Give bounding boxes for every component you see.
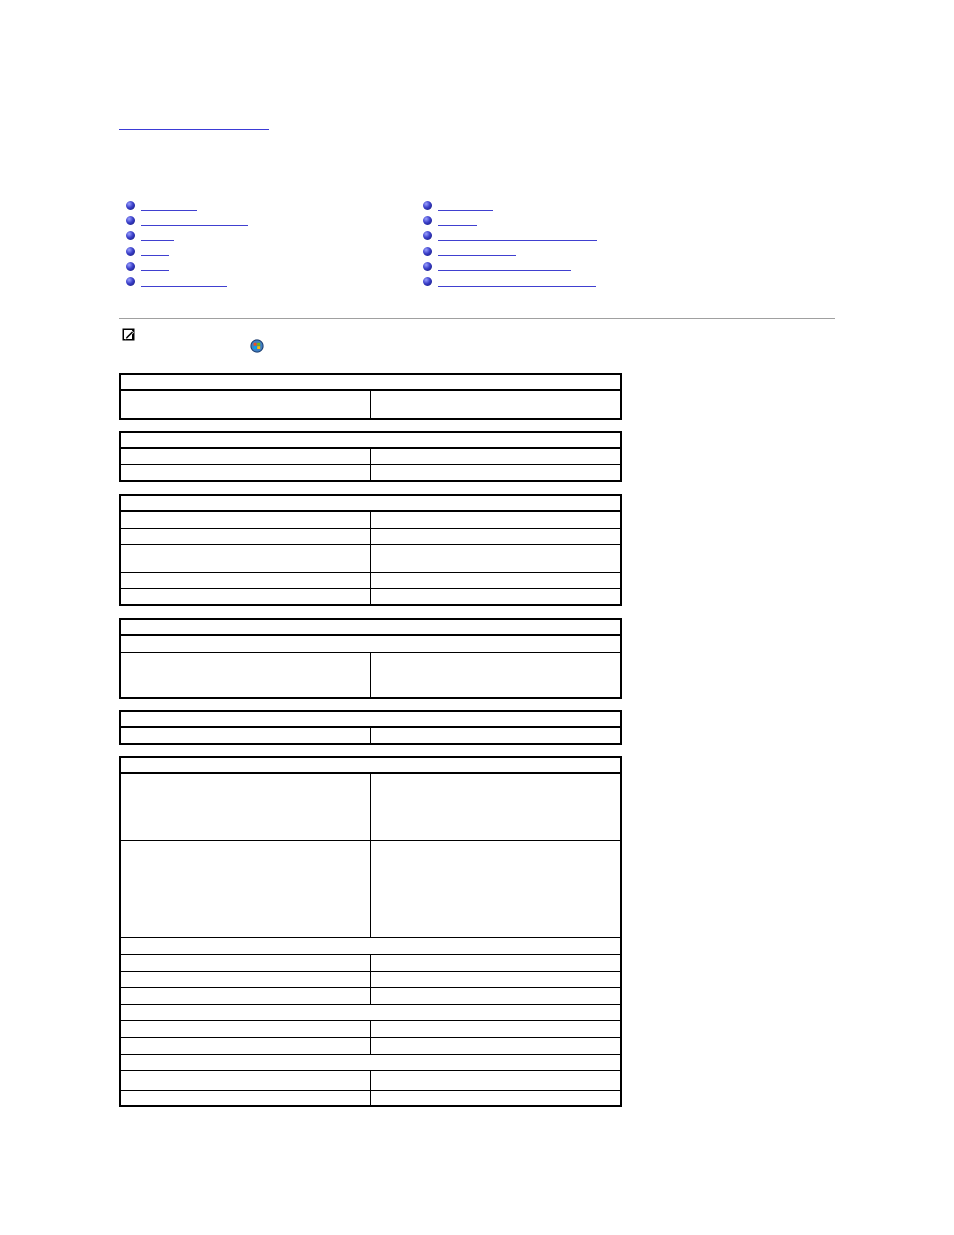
nav-column-right: [423, 198, 597, 289]
table-cell: [120, 1090, 370, 1106]
table-cell: [370, 1020, 621, 1037]
nav-link[interactable]: [438, 201, 493, 211]
table-row: [120, 572, 621, 588]
nav-item: [126, 259, 248, 274]
table-row: [120, 528, 621, 544]
nav-item: [126, 213, 248, 228]
nav-item: [423, 244, 597, 259]
table-cell: [120, 840, 370, 937]
spec-table-3: [119, 494, 622, 606]
bullet-icon: [126, 216, 135, 225]
bullet-icon: [423, 277, 432, 286]
spec-table-4: [119, 618, 622, 699]
table-row: [120, 1090, 621, 1106]
table-cell: [370, 971, 621, 987]
table-cell: [370, 652, 621, 698]
bullet-icon: [423, 216, 432, 225]
nav-column-left: [126, 198, 248, 289]
table-cell: [120, 1070, 370, 1090]
nav-item: [126, 228, 248, 243]
table-row: [120, 544, 621, 572]
nav-link[interactable]: [141, 216, 248, 226]
nav-item: [423, 198, 597, 213]
nav-item: [126, 274, 248, 289]
spec-table-2: [119, 431, 622, 482]
table-cell: [120, 572, 370, 588]
table-row: [120, 588, 621, 605]
table-cell: [370, 572, 621, 588]
table-cell: [120, 511, 370, 528]
table-cell: [370, 954, 621, 971]
bullet-icon: [126, 201, 135, 210]
nav-item: [423, 274, 597, 289]
bullet-icon: [423, 201, 432, 210]
table-subheading: [120, 1004, 621, 1020]
table-cell: [120, 727, 370, 744]
bullet-icon: [126, 247, 135, 256]
table-cell: [120, 954, 370, 971]
bullet-icon: [126, 231, 135, 240]
table-cell: [370, 987, 621, 1004]
nav-item: [126, 198, 248, 213]
table-row: [120, 971, 621, 987]
table-cell: [370, 544, 621, 572]
table-cell: [370, 840, 621, 937]
nav-item: [423, 213, 597, 228]
table-row: [120, 464, 621, 481]
table-row: [120, 773, 621, 840]
table-subtitle: [120, 635, 621, 652]
nav-link[interactable]: [438, 261, 571, 271]
table-row: [120, 1037, 621, 1054]
table-cell: [370, 588, 621, 605]
pencil-note-icon: [122, 328, 135, 341]
table-cell: [370, 511, 621, 528]
nav-link[interactable]: [141, 231, 174, 241]
nav-link[interactable]: [141, 246, 169, 256]
table-row: [120, 652, 621, 698]
table-cell: [120, 773, 370, 840]
spec-table-6: [119, 756, 622, 1107]
table-cell: [370, 448, 621, 464]
table-cell: [370, 528, 621, 544]
table-cell: [120, 528, 370, 544]
nav-link[interactable]: [141, 277, 227, 287]
back-to-contents-link[interactable]: [119, 116, 269, 130]
table-row: [120, 840, 621, 937]
table-cell: [370, 1090, 621, 1106]
table-cell: [120, 448, 370, 464]
table-row: [120, 727, 621, 744]
bullet-icon: [423, 247, 432, 256]
table-title: [120, 711, 621, 727]
table-cell: [120, 390, 370, 419]
table-row: [120, 1020, 621, 1037]
nav-link[interactable]: [141, 201, 197, 211]
table-subheading: [120, 1054, 621, 1070]
table-title: [120, 495, 621, 511]
nav-link[interactable]: [438, 246, 516, 256]
table-row: [120, 987, 621, 1004]
table-row: [120, 448, 621, 464]
table-subheading: [120, 937, 621, 954]
spec-table-5: [119, 710, 622, 745]
table-cell: [370, 1070, 621, 1090]
table-cell: [120, 971, 370, 987]
table-title: [120, 619, 621, 635]
nav-item: [423, 259, 597, 274]
table-cell: [370, 727, 621, 744]
table-cell: [370, 390, 621, 419]
table-cell: [120, 544, 370, 572]
table-row: [120, 1070, 621, 1090]
table-cell: [370, 773, 621, 840]
table-cell: [120, 588, 370, 605]
windows-start-icon: [250, 339, 264, 353]
nav-item: [423, 228, 597, 243]
table-title: [120, 757, 621, 773]
table-row: [120, 390, 621, 419]
nav-item: [126, 244, 248, 259]
table-cell: [120, 652, 370, 698]
table-cell: [120, 987, 370, 1004]
nav-link[interactable]: [438, 216, 477, 226]
bullet-icon: [126, 262, 135, 271]
nav-link[interactable]: [438, 277, 596, 287]
bullet-icon: [423, 262, 432, 271]
nav-link[interactable]: [141, 261, 169, 271]
table-cell: [370, 1037, 621, 1054]
table-row: [120, 511, 621, 528]
spec-table-1: [119, 373, 622, 420]
table-cell: [120, 1037, 370, 1054]
table-cell: [120, 464, 370, 481]
section-divider: [119, 318, 835, 319]
table-title: [120, 432, 621, 448]
table-cell: [120, 1020, 370, 1037]
bullet-icon: [126, 277, 135, 286]
table-row: [120, 954, 621, 971]
table-title: [120, 374, 621, 390]
bullet-icon: [423, 231, 432, 240]
nav-link[interactable]: [438, 231, 597, 241]
table-cell: [370, 464, 621, 481]
